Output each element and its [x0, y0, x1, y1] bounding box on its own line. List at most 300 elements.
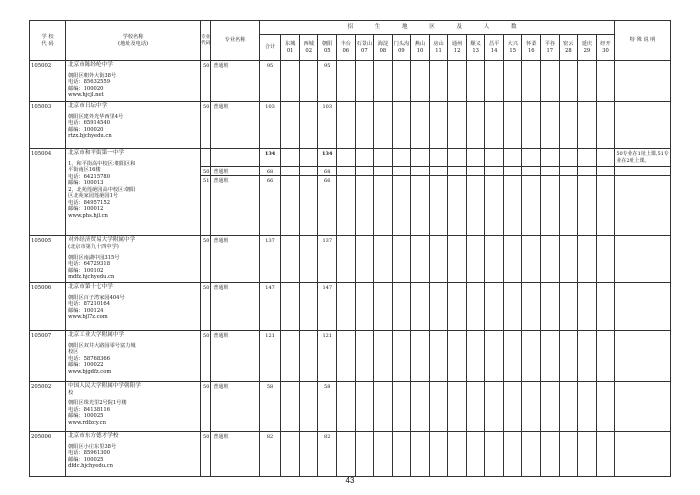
school-detail-line: 区北苑家园莲葩园1号	[68, 193, 119, 200]
region-cell	[596, 236, 615, 282]
spec-name-cell: 普通班	[211, 431, 259, 476]
region-cell	[337, 381, 356, 431]
region-cell	[299, 381, 318, 431]
school-detail-line: 邮编：100020	[68, 85, 104, 92]
table-row	[30, 431, 671, 476]
region-cell	[485, 236, 504, 282]
region-cell	[411, 176, 430, 236]
admission-table-sheet	[29, 20, 671, 477]
region-cell	[522, 167, 541, 176]
school-info-cell	[66, 149, 201, 236]
region-cell	[541, 149, 560, 167]
school-name: 北京市第十七中学	[68, 283, 113, 290]
region-cell	[281, 381, 300, 431]
total-cell: 82	[259, 431, 281, 476]
table-row	[30, 149, 671, 167]
region-cell	[466, 102, 485, 149]
school-detail-line: 朝阳区南湖中园315号	[68, 254, 120, 261]
school-code: 105006	[30, 282, 66, 330]
region-cell	[522, 381, 541, 431]
chaoyang-cell: 121	[318, 330, 337, 381]
table-row	[30, 236, 671, 282]
region-cell	[281, 102, 300, 149]
school-detail-line: www.phs.hjl.cn	[68, 212, 108, 219]
region-cell	[411, 431, 430, 476]
region-cell	[429, 149, 448, 167]
region-cell	[429, 102, 448, 149]
school-detail-line: 邮编：100025	[68, 413, 104, 420]
region-cell	[466, 381, 485, 431]
region-cell	[503, 176, 522, 236]
chaoyang-cell: 82	[318, 431, 337, 476]
header-region: 丰台 06	[337, 35, 356, 61]
region-cell	[392, 167, 411, 176]
school-code: 105002	[30, 61, 66, 102]
header-region: 房山 11	[429, 35, 448, 61]
region-cell	[503, 282, 522, 330]
region-cell	[337, 236, 356, 282]
region-cell	[337, 149, 356, 167]
region-cell	[559, 176, 578, 236]
remark-cell	[615, 431, 671, 476]
region-cell	[466, 61, 485, 102]
region-cell	[337, 176, 356, 236]
region-cell	[448, 176, 467, 236]
region-cell	[374, 236, 393, 282]
school-name: 北京市陈经纶中学	[68, 62, 113, 68]
region-cell	[522, 102, 541, 149]
region-cell	[337, 282, 356, 330]
region-cell	[596, 149, 615, 167]
table-row	[30, 61, 671, 102]
region-cell	[466, 149, 485, 167]
header-region: 通州 12	[448, 35, 467, 61]
school-detail-line: dfdc.hjchyedu.cn	[68, 463, 113, 470]
region-cell	[503, 149, 522, 167]
region-cell	[374, 431, 393, 476]
region-cell	[559, 282, 578, 330]
region-cell	[448, 330, 467, 381]
header-total: 合计	[259, 35, 281, 61]
region-cell	[596, 431, 615, 476]
school-name: 中国人民大学附属中学朝阳学	[68, 382, 141, 389]
total-cell: 103	[259, 102, 281, 149]
header-region: 密云 28	[559, 35, 578, 61]
spec-code-cell: 50	[201, 381, 211, 431]
school-code: 105004	[30, 149, 66, 236]
region-cell	[559, 102, 578, 149]
region-cell	[559, 167, 578, 176]
region-cell	[429, 236, 448, 282]
spec-code-cell: 50	[201, 236, 211, 282]
region-cell	[578, 236, 597, 282]
spec-code-cell: 50	[201, 167, 211, 176]
school-info-cell	[66, 61, 201, 102]
region-cell	[299, 167, 318, 176]
total-cell: 68	[259, 167, 281, 176]
region-cell	[448, 282, 467, 330]
region-cell	[541, 61, 560, 102]
school-detail-line: 朝阳区朝外大街38号	[68, 72, 117, 79]
school-code: 105007	[30, 330, 66, 381]
region-cell	[485, 330, 504, 381]
header-spec-code: 专业代码	[201, 21, 211, 61]
region-cell	[281, 61, 300, 102]
region-cell	[503, 61, 522, 102]
region-cell	[485, 431, 504, 476]
spec-name-cell: 普通班	[211, 236, 259, 282]
spec-code-cell: 51	[201, 176, 211, 236]
region-cell	[578, 282, 597, 330]
school-detail-line: 邮编：100124	[68, 307, 104, 314]
region-cell	[411, 61, 430, 102]
school-detail-line: rtzx.bjchyedu.cn	[68, 133, 112, 140]
school-detail-line: 1、和平街高中校区:朝阳区和	[68, 160, 136, 167]
school-detail-line: 电话：64215780	[68, 173, 111, 180]
region-cell	[374, 282, 393, 330]
region-cell	[429, 167, 448, 176]
school-detail-line: 朝阳区建外光华西里4号	[68, 113, 124, 120]
region-cell	[392, 102, 411, 149]
school-code: 205002	[30, 381, 66, 431]
region-cell	[503, 236, 522, 282]
region-cell	[299, 176, 318, 236]
region-cell	[596, 176, 615, 236]
school-detail-line: 邮编：100102	[68, 267, 104, 274]
remark-cell	[615, 102, 671, 149]
region-cell	[411, 167, 430, 176]
school-name: 北京市日坛中学	[68, 103, 108, 109]
region-cell	[596, 61, 615, 102]
school-detail-line: 电话：64729318	[68, 261, 111, 268]
school-info-cell	[66, 330, 201, 381]
chaoyang-cell: 66	[318, 176, 337, 236]
region-cell	[559, 330, 578, 381]
chaoyang-cell: 68	[318, 167, 337, 176]
spec-code-cell: 50	[201, 102, 211, 149]
school-detail-line: 电话：85961300	[68, 450, 111, 457]
region-cell	[541, 381, 560, 431]
region-cell	[578, 61, 597, 102]
region-cell	[355, 381, 374, 431]
header-region: 平谷 17	[541, 35, 560, 61]
school-code: 105005	[30, 236, 66, 282]
spec-code-cell: 50	[201, 282, 211, 330]
region-cell	[429, 282, 448, 330]
header-region: 怀柔 16	[522, 35, 541, 61]
school-detail-line: www.bjgdfz.com	[68, 368, 112, 375]
school-info-cell	[66, 282, 201, 330]
region-cell	[448, 149, 467, 167]
region-cell	[374, 102, 393, 149]
table-row	[30, 102, 671, 149]
region-cell	[522, 176, 541, 236]
header-region: 顺义 13	[466, 35, 485, 61]
region-cell	[337, 431, 356, 476]
region-cell	[522, 431, 541, 476]
school-detail-line: 电话：58768366	[68, 355, 111, 362]
spec-name-cell: 普通班	[211, 282, 259, 330]
region-cell	[411, 236, 430, 282]
total-cell: 137	[259, 236, 281, 282]
region-cell	[374, 149, 393, 167]
region-cell	[466, 236, 485, 282]
region-cell	[355, 167, 374, 176]
region-cell	[429, 381, 448, 431]
region-cell	[596, 330, 615, 381]
region-cell	[392, 431, 411, 476]
region-cell	[578, 102, 597, 149]
school-detail-line: www.hjcjl.net	[68, 92, 104, 99]
region-cell	[485, 381, 504, 431]
table-row	[30, 381, 671, 431]
total-cell: 121	[259, 330, 281, 381]
region-cell	[503, 102, 522, 149]
region-cell	[355, 61, 374, 102]
region-cell	[374, 330, 393, 381]
header-region: 海淀 08	[374, 35, 393, 61]
region-cell	[299, 149, 318, 167]
region-cell	[448, 431, 467, 476]
region-cell	[299, 236, 318, 282]
school-detail-line: 平街南区16楼	[68, 167, 101, 174]
school-detail-line: www.bjl7z.com	[68, 314, 108, 321]
region-cell	[541, 167, 560, 176]
school-detail-line: 邮编：100013	[68, 180, 104, 187]
spec-name-cell: 普通班	[211, 330, 259, 381]
school-detail-line: 电话：84957152	[68, 199, 111, 206]
school-code: 205006	[30, 431, 66, 476]
region-cell	[355, 282, 374, 330]
remark-cell	[615, 176, 671, 236]
region-cell	[337, 167, 356, 176]
region-cell	[392, 236, 411, 282]
region-cell	[541, 431, 560, 476]
header-spec-name: 专业名称	[211, 21, 259, 61]
region-cell	[411, 102, 430, 149]
spec-code-cell: 50	[201, 431, 211, 476]
total-cell: 66	[259, 176, 281, 236]
region-cell	[503, 381, 522, 431]
school-detail-line: 邮编：100012	[68, 206, 104, 213]
school-code: 105003	[30, 102, 66, 149]
total-cell: 134	[259, 149, 281, 167]
spec-name-cell: 普通班	[211, 176, 259, 236]
region-cell	[578, 330, 597, 381]
region-cell	[448, 61, 467, 102]
school-name: 对外经济贸易大学附属中学	[68, 237, 136, 244]
region-cell	[281, 176, 300, 236]
region-cell	[392, 330, 411, 381]
region-cell	[541, 330, 560, 381]
region-cell	[411, 381, 430, 431]
region-cell	[466, 167, 485, 176]
school-name: 北京市东方德才学校	[68, 432, 119, 439]
region-cell	[411, 149, 430, 167]
admission-table	[29, 20, 671, 477]
remark-cell: 50专业在1址上课,51专业在2址上课。	[615, 149, 671, 167]
region-cell	[541, 176, 560, 236]
region-cell	[485, 61, 504, 102]
region-cell	[281, 236, 300, 282]
region-cell	[337, 102, 356, 149]
header-region: 昌平 14	[485, 35, 504, 61]
region-cell	[299, 102, 318, 149]
school-info-cell	[66, 431, 201, 476]
remark-cell	[615, 330, 671, 381]
region-cell	[429, 330, 448, 381]
header-region: 经开 30	[596, 35, 615, 61]
region-cell	[522, 330, 541, 381]
region-cell	[503, 330, 522, 381]
region-cell	[466, 176, 485, 236]
spec-name-cell: 普通班	[211, 167, 259, 176]
region-cell	[578, 431, 597, 476]
region-cell	[578, 381, 597, 431]
region-cell	[559, 149, 578, 167]
school-detail-line: 校区	[68, 349, 79, 356]
region-cell	[337, 330, 356, 381]
region-cell	[448, 167, 467, 176]
page-number: 43	[345, 476, 355, 485]
region-cell	[596, 102, 615, 149]
school-info-cell	[66, 236, 201, 282]
header-region: 西城 02	[299, 35, 318, 61]
header-region: 延庆 29	[578, 35, 597, 61]
header-region-title: 招 生 地 区 及 人 数	[259, 21, 615, 35]
header-region: 门头沟 09	[392, 35, 411, 61]
region-cell	[466, 431, 485, 476]
spec-code-cell	[201, 149, 211, 167]
header-region: 东城 01	[281, 35, 300, 61]
chaoyang-cell: 103	[318, 102, 337, 149]
school-detail-line: 朝阳区双井大路园零号富力城	[68, 342, 136, 349]
chaoyang-cell: 95	[318, 61, 337, 102]
chaoyang-cell: 137	[318, 236, 337, 282]
region-cell	[281, 330, 300, 381]
region-cell	[355, 236, 374, 282]
region-cell	[485, 167, 504, 176]
school-name: 北京市和平街第一中学	[68, 150, 125, 156]
school-detail-line: (北京市第九十四中学)	[68, 244, 119, 251]
region-cell	[522, 236, 541, 282]
region-cell	[355, 330, 374, 381]
region-cell	[578, 149, 597, 167]
region-cell	[541, 236, 560, 282]
region-cell	[299, 431, 318, 476]
remark-cell	[615, 236, 671, 282]
header-region: 燕山 10	[411, 35, 430, 61]
school-detail-line: 朝阳区珠光里2号院1号楼	[68, 400, 127, 407]
region-cell	[485, 176, 504, 236]
school-detail-line: 朝阳区小庄东里38号	[68, 443, 117, 450]
region-cell	[559, 381, 578, 431]
school-detail-line: 电话：65914540	[68, 120, 111, 127]
school-detail-line: 邮编：100022	[68, 362, 104, 369]
region-cell	[559, 236, 578, 282]
region-cell	[374, 167, 393, 176]
region-cell	[485, 102, 504, 149]
region-cell	[503, 431, 522, 476]
spec-name-cell: 普通班	[211, 61, 259, 102]
region-cell	[392, 176, 411, 236]
region-cell	[392, 149, 411, 167]
region-cell	[355, 149, 374, 167]
spec-code-cell: 50	[201, 61, 211, 102]
region-cell	[299, 330, 318, 381]
region-cell	[281, 282, 300, 330]
region-cell	[596, 381, 615, 431]
spec-name-cell	[211, 149, 259, 167]
table-row	[30, 282, 671, 330]
region-cell	[299, 282, 318, 330]
region-cell	[485, 282, 504, 330]
school-info-cell	[66, 381, 201, 431]
region-cell	[429, 431, 448, 476]
region-cell	[485, 149, 504, 167]
region-cell	[392, 282, 411, 330]
remark-cell	[615, 282, 671, 330]
remark-cell	[615, 61, 671, 102]
region-cell	[541, 102, 560, 149]
school-name: 北京工业大学附属中学	[68, 331, 125, 338]
region-cell	[466, 282, 485, 330]
region-cell	[541, 282, 560, 330]
region-cell	[392, 381, 411, 431]
region-cell	[448, 102, 467, 149]
region-cell	[355, 102, 374, 149]
school-detail-line: 朝阳区百子湾家园404号	[68, 294, 125, 301]
school-detail-line: 电话：85632559	[68, 79, 111, 86]
region-cell	[503, 167, 522, 176]
header-region: 石景山 07	[355, 35, 374, 61]
header-remark: 特 殊 说 明	[615, 21, 671, 61]
school-detail-line: 电话：87210164	[68, 301, 111, 308]
header-region: 朝阳 05	[318, 35, 337, 61]
school-info-cell	[66, 102, 201, 149]
region-cell	[392, 61, 411, 102]
region-cell	[448, 236, 467, 282]
header-school-name: 学校名称 (地址及电话)	[66, 21, 201, 61]
chaoyang-cell: 147	[318, 282, 337, 330]
region-cell	[337, 61, 356, 102]
header-region: 大兴 15	[503, 35, 522, 61]
region-cell	[578, 167, 597, 176]
region-cell	[411, 330, 430, 381]
region-cell	[374, 176, 393, 236]
region-cell	[299, 61, 318, 102]
total-cell: 95	[259, 61, 281, 102]
school-detail-line: mdfz.hjchyedu.cn	[68, 274, 115, 281]
region-cell	[578, 176, 597, 236]
table-row	[30, 330, 671, 381]
region-cell	[522, 149, 541, 167]
region-cell	[448, 381, 467, 431]
school-detail-line: 2、北苑莲葩园高中校区:朝阳	[68, 186, 136, 193]
total-cell: 147	[259, 282, 281, 330]
region-cell	[596, 282, 615, 330]
region-cell	[559, 61, 578, 102]
remark-cell	[615, 167, 671, 176]
chaoyang-cell: 58	[318, 381, 337, 431]
region-cell	[596, 167, 615, 176]
region-cell	[559, 431, 578, 476]
school-detail-line: www.rdfzcy.cn	[68, 419, 106, 426]
chaoyang-cell: 134	[318, 149, 337, 167]
remark-cell	[615, 381, 671, 431]
total-cell: 58	[259, 381, 281, 431]
spec-code-cell: 50	[201, 330, 211, 381]
